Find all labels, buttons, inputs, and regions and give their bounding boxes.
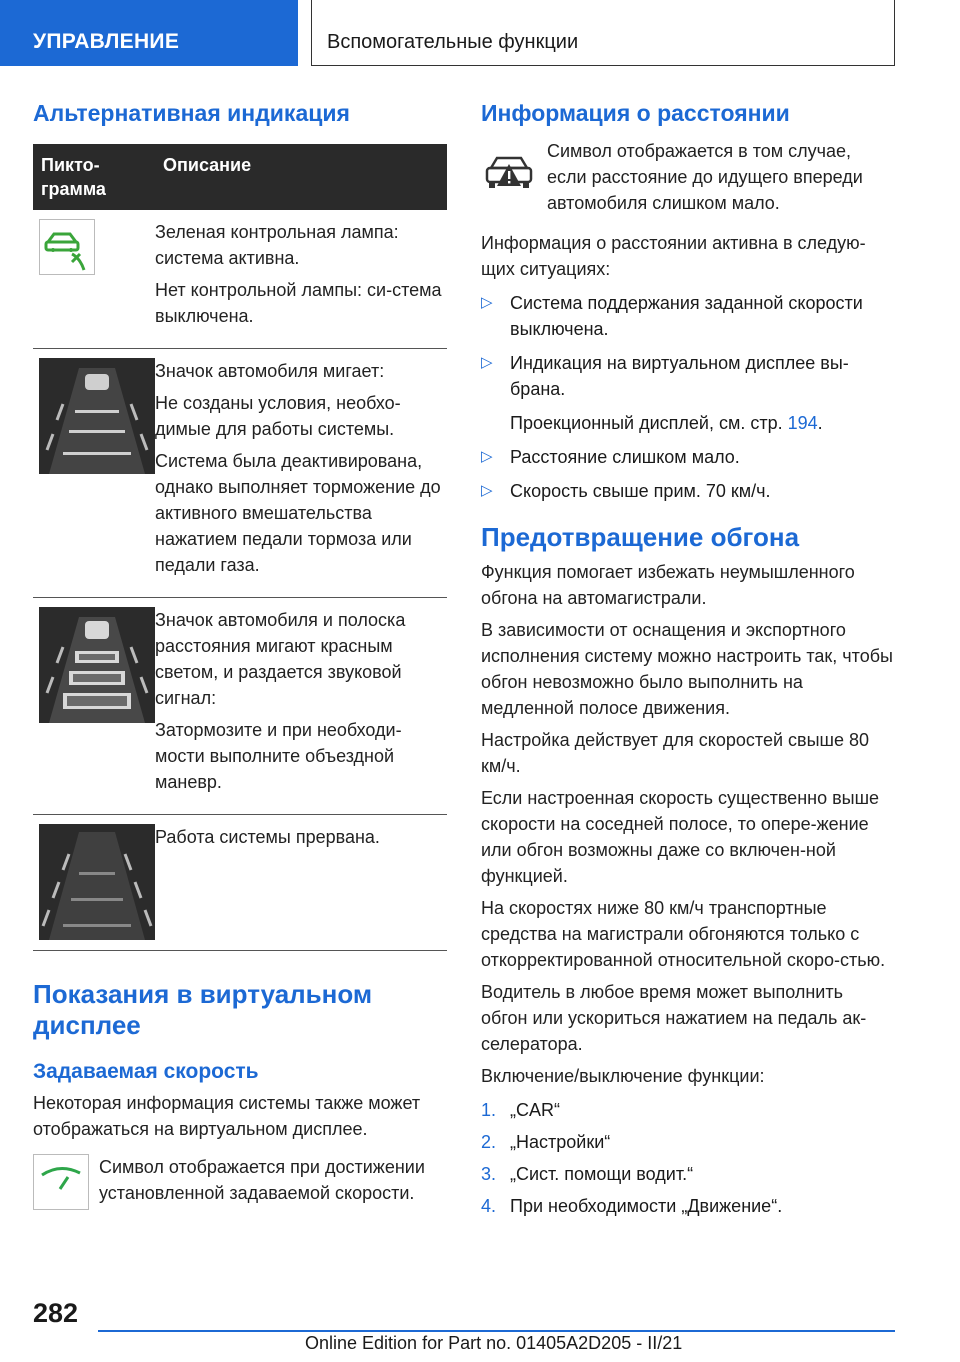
set-speed-text: Некоторая информация системы также может отображаться на виртуальном дисплее. bbox=[33, 1093, 421, 1140]
row4-line1: Работа системы прервана. bbox=[155, 826, 380, 847]
triangle-bullet-icon: ▷ bbox=[481, 447, 493, 465]
section-tab[interactable]: УПРАВЛЕНИЕ bbox=[0, 0, 298, 66]
green-lane-assist-icon bbox=[39, 219, 95, 275]
distance-active-text: Информация о расстоянии активна в следую-щих ситуациях: bbox=[481, 232, 866, 279]
left-column bbox=[33, 100, 447, 1210]
hud-reference: Проекционный дисплей, см. стр. 194. bbox=[510, 412, 823, 433]
road-empty-icon bbox=[39, 824, 155, 940]
table-header-row bbox=[33, 144, 447, 210]
overtake-paragraph: Функция помогает избежать неумышленного обгона на автомагистрали. bbox=[481, 561, 855, 608]
virtual-display-heading: Показания в виртуальном дисплее bbox=[33, 978, 373, 1040]
set-speed-icon-text: Символ отображается при достижении установленной задаваемой скорости. bbox=[99, 1157, 425, 1204]
row2-line1: Значок автомобиля мигает: bbox=[155, 360, 385, 381]
list-item: ▷ Система поддержания заданной скорости выключена. bbox=[481, 290, 893, 342]
page-number: 282 bbox=[33, 1298, 79, 1328]
table-row bbox=[33, 348, 447, 597]
footer-divider bbox=[98, 1330, 895, 1332]
distance-icon-text: Символ отображается в том случае, если расстояние до идущего впереди автомобиля слишком мало. bbox=[547, 140, 863, 213]
set-speed-heading: Задаваемая скорость bbox=[33, 1059, 259, 1083]
list-item: ▷ Индикация на виртуальном дисплее вы-брана. Проекционный дисплей, см. стр. 194. bbox=[481, 350, 893, 436]
list-item: 1. „CAR“ bbox=[481, 1099, 560, 1120]
overtake-heading: Предотвращение обгона bbox=[481, 521, 800, 552]
distance-heading: Информация о расстоянии bbox=[481, 100, 790, 126]
row1-line2: Нет контрольной лампы: си-стема выключена. bbox=[155, 279, 442, 326]
page-link[interactable]: 194 bbox=[787, 412, 818, 433]
list-item: 2. „Настройки“ bbox=[481, 1131, 611, 1152]
overtake-paragraph: В зависимости от оснащения и экспортного исполнения систему можно настроить так, чтобы обгон невозможно было выполнить на медленной полосе движения. bbox=[481, 619, 893, 718]
steps-list bbox=[481, 1097, 893, 1219]
distance-warning-car-icon bbox=[481, 144, 537, 200]
list-item: ▷ Скорость свыше прим. 70 км/ч. bbox=[481, 478, 893, 504]
list-item: 4. При необходимости „Движение“. bbox=[481, 1195, 783, 1216]
row2-line2: Не созданы условия, необхо-димые для работы системы. bbox=[155, 392, 401, 439]
overtake-paragraph: Настройка действует для скоростей свыше 80 км/ч. bbox=[481, 729, 869, 776]
list-item: 3. „Сист. помощи водит.“ bbox=[481, 1163, 694, 1184]
row3-line1: Значок автомобиля и полоска расстояния мигают красным светом, и раздается звуковой сигнал: bbox=[155, 609, 406, 708]
right-column bbox=[481, 100, 893, 1225]
col-description: Описание bbox=[155, 144, 447, 210]
road-car-red-distance-icon bbox=[39, 607, 155, 723]
triangle-bullet-icon: ▷ bbox=[481, 481, 493, 499]
list-item: ▷ Расстояние слишком мало. bbox=[481, 444, 893, 470]
row2-line3: Система была деактивирована, однако выполняет торможение до активного вмешательства нажатием педали тормоза или педали газа. bbox=[155, 450, 441, 575]
alt-indication-heading: Альтернативная индикация bbox=[33, 100, 350, 126]
overtake-paragraph: На скоростях ниже 80 км/ч транспортные средства на магистрали обгоняются только с откорректированной относительной скоро-стью. bbox=[481, 897, 886, 970]
page-header bbox=[0, 0, 960, 66]
overtake-paragraph: Включение/выключение функции: bbox=[481, 1065, 765, 1086]
indication-table bbox=[33, 144, 447, 951]
col-pictogram: Пикто- грамма bbox=[33, 144, 155, 210]
triangle-bullet-icon: ▷ bbox=[481, 353, 493, 371]
set-speed-icon bbox=[33, 1154, 89, 1210]
row3-line2: Затормозите и при необходи-мости выполните объездной маневр. bbox=[155, 719, 402, 792]
overtake-paragraph: Водитель в любое время может выполнить обгон или ускориться нажатием на педаль ак-селератора. bbox=[481, 981, 867, 1054]
situations-list bbox=[481, 290, 893, 504]
set-speed-icon-row bbox=[33, 1154, 447, 1210]
table-row bbox=[33, 210, 447, 349]
chapter-title: Вспомогательные функции bbox=[311, 0, 895, 66]
table-row bbox=[33, 814, 447, 950]
overtake-paragraph: Если настроенная скорость существенно выше скорости на соседней полосе, то опере-жение или обгон возможны даже со включен-ной функцией. bbox=[481, 787, 880, 886]
row1-line1: Зеленая контрольная лампа: система активна. bbox=[155, 221, 399, 268]
road-car-blinking-icon bbox=[39, 358, 155, 474]
table-row bbox=[33, 597, 447, 814]
distance-icon-row bbox=[481, 138, 893, 216]
triangle-bullet-icon: ▷ bbox=[481, 293, 493, 311]
edition-text: Online Edition for Part no. 01405A2D205 - II/21 bbox=[305, 1333, 683, 1353]
